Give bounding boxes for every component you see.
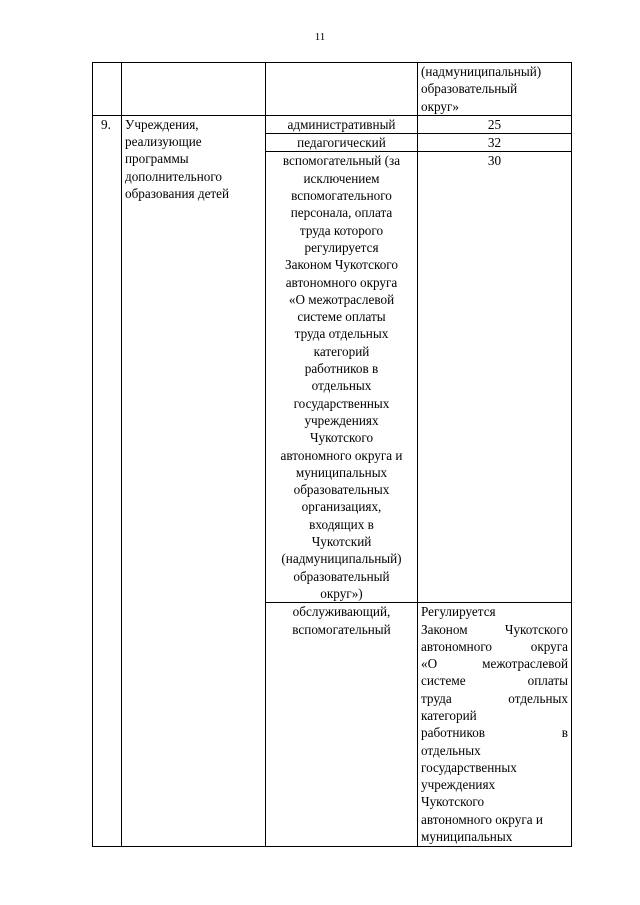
- text-line: образовательный: [421, 81, 518, 97]
- text-line: автономного округа и: [421, 811, 543, 827]
- text-line: образования детей: [125, 186, 230, 202]
- text-line: труда отдельных: [421, 690, 568, 706]
- text-line: системе оплаты: [297, 309, 386, 325]
- cell-empty-institution: [122, 63, 266, 116]
- text-line: категорий: [313, 343, 370, 359]
- value-administrative: 25: [418, 115, 572, 133]
- value-pedagogical: 32: [418, 134, 572, 152]
- text-line: Чукотского: [309, 430, 374, 446]
- text-line: Учреждения,: [125, 116, 199, 132]
- text-line: труда отдельных: [294, 326, 389, 342]
- text-line: вспомогательный: [292, 621, 391, 637]
- text-line: дополнительного: [125, 168, 223, 184]
- category-auxiliary: [266, 152, 418, 603]
- text-line: организациях,: [301, 499, 382, 515]
- text-line: категорий: [421, 707, 477, 723]
- text-line: системе оплаты: [421, 673, 568, 689]
- text-line: (надмуниципальный): [281, 551, 402, 567]
- text-line: входящих в: [309, 516, 374, 532]
- text-line: округ»): [320, 585, 363, 601]
- text-line: Законом Чукотского: [421, 621, 568, 637]
- table-row-continuation: [93, 63, 572, 116]
- text-line: отдельных: [311, 378, 372, 394]
- text-line: работников в: [304, 361, 379, 377]
- text-line: «О межотраслевой: [288, 291, 395, 307]
- text-line: вспомогательного: [291, 188, 392, 204]
- text-line: Регулируется: [421, 604, 496, 620]
- row-number: 9.: [93, 115, 122, 846]
- text-line: Чукотский: [311, 534, 372, 550]
- text-line: Чукотского: [421, 794, 485, 810]
- text-line: образовательных: [293, 482, 390, 498]
- text-line: реализующие: [125, 134, 202, 150]
- value-service: [418, 603, 572, 847]
- text-line: округ»: [421, 98, 460, 114]
- text-line: обслуживающий,: [292, 604, 391, 620]
- text-line: «О межотраслевой: [421, 656, 568, 672]
- text-line: образовательный: [293, 568, 390, 584]
- cell-continuation-text: [418, 63, 572, 116]
- text-line: учреждениях: [421, 777, 496, 793]
- text-line: автономного округа: [285, 274, 398, 290]
- text-line: муниципальных: [295, 464, 388, 480]
- text-line: государственных: [293, 395, 390, 411]
- page-number: 11: [314, 31, 326, 43]
- table-row-administrative: [93, 115, 572, 133]
- text-line: автономного округа и: [280, 447, 403, 463]
- category-service: [266, 603, 418, 847]
- text-line: учреждениях: [304, 412, 379, 428]
- text-line: программы: [125, 151, 189, 167]
- cell-empty-category: [266, 63, 418, 116]
- text-line: (надмуниципальный): [421, 64, 542, 79]
- text-line: исключением: [303, 170, 380, 186]
- cell-empty-number: [93, 63, 122, 116]
- text-line: регулируется: [304, 239, 379, 255]
- value-auxiliary: 30: [418, 152, 572, 603]
- category-pedagogical: педагогический: [266, 134, 418, 152]
- category-administrative: административный: [266, 115, 418, 133]
- institution-name: [122, 115, 266, 846]
- staffing-table: [92, 62, 572, 847]
- text-line: вспомогательный (за: [282, 153, 401, 169]
- text-line: работников в: [421, 725, 568, 741]
- text-line: труда которого: [299, 222, 384, 238]
- text-line: Законом Чукотского: [285, 257, 398, 273]
- text-line: персонала, оплата: [290, 205, 393, 221]
- text-line: государственных: [421, 759, 517, 775]
- text-line: отдельных: [421, 742, 481, 758]
- text-line: автономного округа: [421, 638, 568, 654]
- text-line: муниципальных: [421, 829, 513, 845]
